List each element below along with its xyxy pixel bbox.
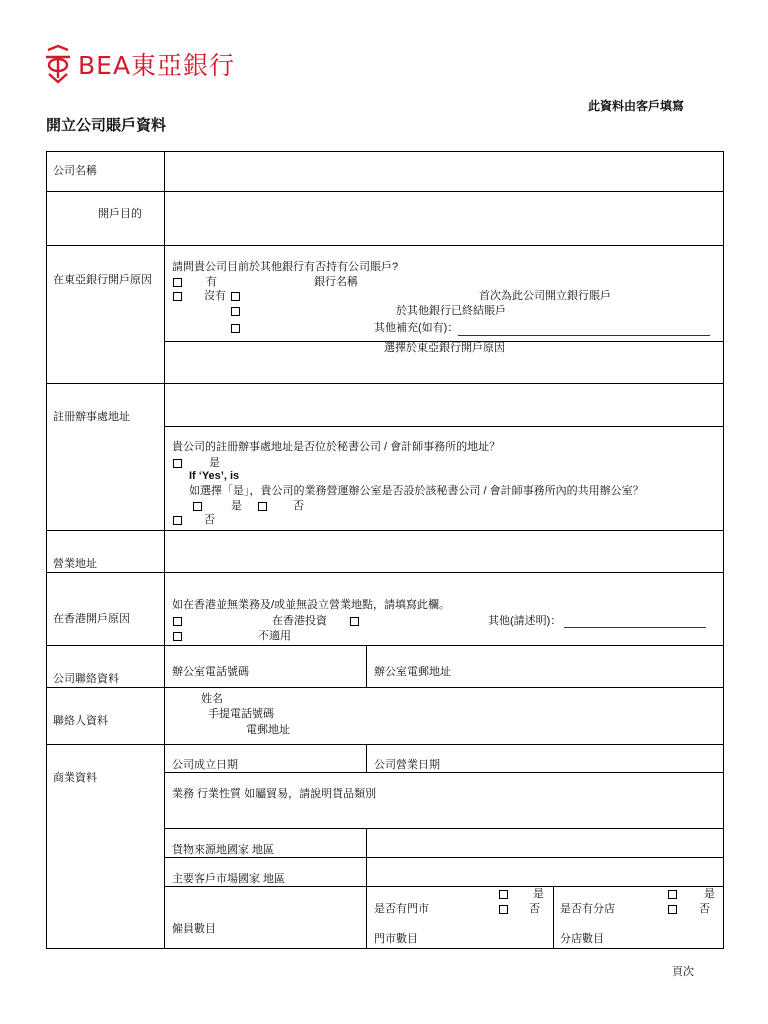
cell-divider: [366, 828, 367, 949]
page-title: 開立公司賬戶資料: [46, 117, 167, 134]
market-country-field[interactable]: [372, 861, 718, 883]
choose-reason-field[interactable]: [170, 355, 718, 379]
stores-no-checkbox[interactable]: [499, 905, 508, 914]
row-divider: [46, 572, 724, 573]
has-account-checkbox[interactable]: [173, 278, 182, 287]
registered-office-label: 註冊辦事處地址: [53, 411, 130, 423]
contact-person-label: 聯絡人資料: [53, 715, 108, 727]
table-border-top: [46, 151, 724, 152]
account-purpose-field[interactable]: [170, 195, 718, 241]
table-border-bottom: [46, 948, 724, 949]
company-contact-label: 公司聯絡資料: [53, 673, 119, 685]
invest-hk-checkbox-a[interactable]: [173, 617, 182, 626]
shared-office-question: 如選擇「是」，貴公司的業務營運辦公室是否設於該秘書公司 / 會計師事務所內的共用辦公室？: [189, 485, 644, 497]
stores-yes-label: 是: [533, 888, 544, 900]
hk-reason-note: 如在香港並無業務及/或並無設立營業地點，請填寫此欄。: [172, 599, 451, 611]
company-name-label: 公司名稱: [53, 165, 97, 177]
company-name-field[interactable]: [170, 155, 718, 187]
branches-yes-label: 是: [704, 888, 715, 900]
row-divider: [46, 191, 724, 192]
bank-name-label: 銀行名稱: [314, 276, 358, 288]
stores-no-label: 否: [529, 903, 540, 915]
branches-no-label: 否: [699, 903, 710, 915]
office-email-label: 辦公室電郵地址: [374, 666, 451, 678]
shared-office-yes-checkbox[interactable]: [193, 502, 202, 511]
other-bank-question: 請問貴公司目前於其他銀行有否持有公司賬戶?: [172, 261, 399, 273]
row-divider: [46, 383, 724, 384]
closed-elsewhere-label: 於其他銀行已終結賬戶: [396, 305, 506, 317]
invest-hk-checkbox-b[interactable]: [350, 617, 359, 626]
office-phone-label: 辦公室電話號碼: [172, 666, 249, 678]
invest-hk-label: 在香港投資: [272, 615, 327, 627]
other-supplement-checkbox[interactable]: [231, 324, 240, 333]
closed-elsewhere-checkbox[interactable]: [231, 307, 240, 316]
contact-mobile-label: 手提電話號碼: [208, 708, 274, 720]
account-purpose-label: 開戶目的: [98, 208, 142, 220]
table-border-right: [723, 151, 724, 949]
customer-fill-note: 此資料由客戶填寫: [588, 99, 685, 113]
no-account-label: 沒有: [204, 290, 226, 302]
page-number-label: 頁次: [672, 966, 694, 978]
hk-other-underline[interactable]: [564, 627, 706, 628]
row-divider: [46, 687, 724, 688]
contact-email-label: 電郵地址: [246, 724, 290, 736]
branches-yes-checkbox[interactable]: [668, 890, 677, 899]
row-divider: [164, 426, 724, 427]
row-divider: [164, 886, 724, 887]
not-applicable-label: 不適用: [258, 630, 291, 642]
registered-office-field[interactable]: [170, 387, 718, 423]
secretary-yes-checkbox[interactable]: [173, 459, 182, 468]
not-applicable-checkbox[interactable]: [173, 632, 182, 641]
secretary-address-question: 貴公司的註冊辦事處地址是否位於秘書公司 / 會計師事務所的地址？: [172, 441, 501, 453]
choose-reason-label: 選擇於東亞銀行開戶原因: [384, 342, 505, 354]
if-yes-label: If ‘Yes’, is: [189, 470, 240, 482]
commenced-date-label: 公司營業日期: [374, 759, 440, 771]
row-divider: [46, 744, 724, 745]
row-divider: [46, 645, 724, 646]
secretary-no-label: 否: [204, 514, 215, 526]
established-date-label: 公司成立日期: [172, 759, 238, 771]
secretary-yes-label: 是: [209, 457, 220, 469]
hk-other-label: 其他(請述明)：: [488, 615, 562, 627]
source-country-field[interactable]: [372, 832, 718, 854]
no-account-checkbox[interactable]: [173, 292, 182, 301]
row-divider: [164, 857, 724, 858]
cell-divider: [366, 744, 367, 772]
row-divider: [164, 828, 724, 829]
has-stores-label: 是否有門市: [374, 903, 429, 915]
first-account-label: 首次為此公司開立銀行賬戶: [479, 290, 611, 302]
table-border-left: [46, 151, 47, 949]
row-divider: [46, 530, 724, 531]
bea-logo: [44, 44, 235, 84]
hk-reason-label: 在香港開戶原因: [53, 613, 130, 625]
cell-divider: [553, 886, 554, 949]
shared-office-no-checkbox[interactable]: [258, 502, 267, 511]
shared-office-no-label: 否: [293, 500, 304, 512]
business-address-field[interactable]: [170, 534, 718, 568]
logo-text: BEA東亞銀行: [78, 51, 236, 80]
store-count-label: 門市數目: [374, 933, 418, 945]
shared-office-yes-label: 是: [231, 500, 242, 512]
has-account-label: 有: [206, 276, 217, 288]
cell-divider: [366, 645, 367, 687]
other-supplement-underline[interactable]: [458, 335, 710, 336]
other-supplement-label: 其他補充(如有)：: [374, 322, 459, 334]
employee-count-label: 僱員數目: [172, 923, 216, 935]
secretary-no-checkbox[interactable]: [173, 516, 182, 525]
business-nature-label: 業務 行業性質 如屬貿易，請說明貨品類別: [172, 788, 377, 800]
branch-count-label: 分店數目: [560, 933, 604, 945]
business-address-label: 營業地址: [53, 558, 97, 570]
source-country-label: 貨物來源地國家 地區: [172, 844, 275, 856]
reason-label: 在東亞銀行開戶原因: [53, 274, 152, 286]
has-branches-label: 是否有分店: [560, 903, 615, 915]
branches-no-checkbox[interactable]: [668, 905, 677, 914]
account-opening-form: [46, 151, 724, 949]
label-column-divider: [164, 151, 165, 949]
contact-name-label: 姓名: [201, 693, 223, 705]
business-info-label: 商業資料: [53, 772, 97, 784]
stores-yes-checkbox[interactable]: [499, 890, 508, 899]
bea-logo-icon: [44, 44, 72, 84]
row-divider: [164, 772, 724, 773]
market-country-label: 主要客戶市場國家 地區: [172, 873, 286, 885]
first-account-checkbox[interactable]: [231, 292, 240, 301]
row-divider: [46, 245, 724, 246]
